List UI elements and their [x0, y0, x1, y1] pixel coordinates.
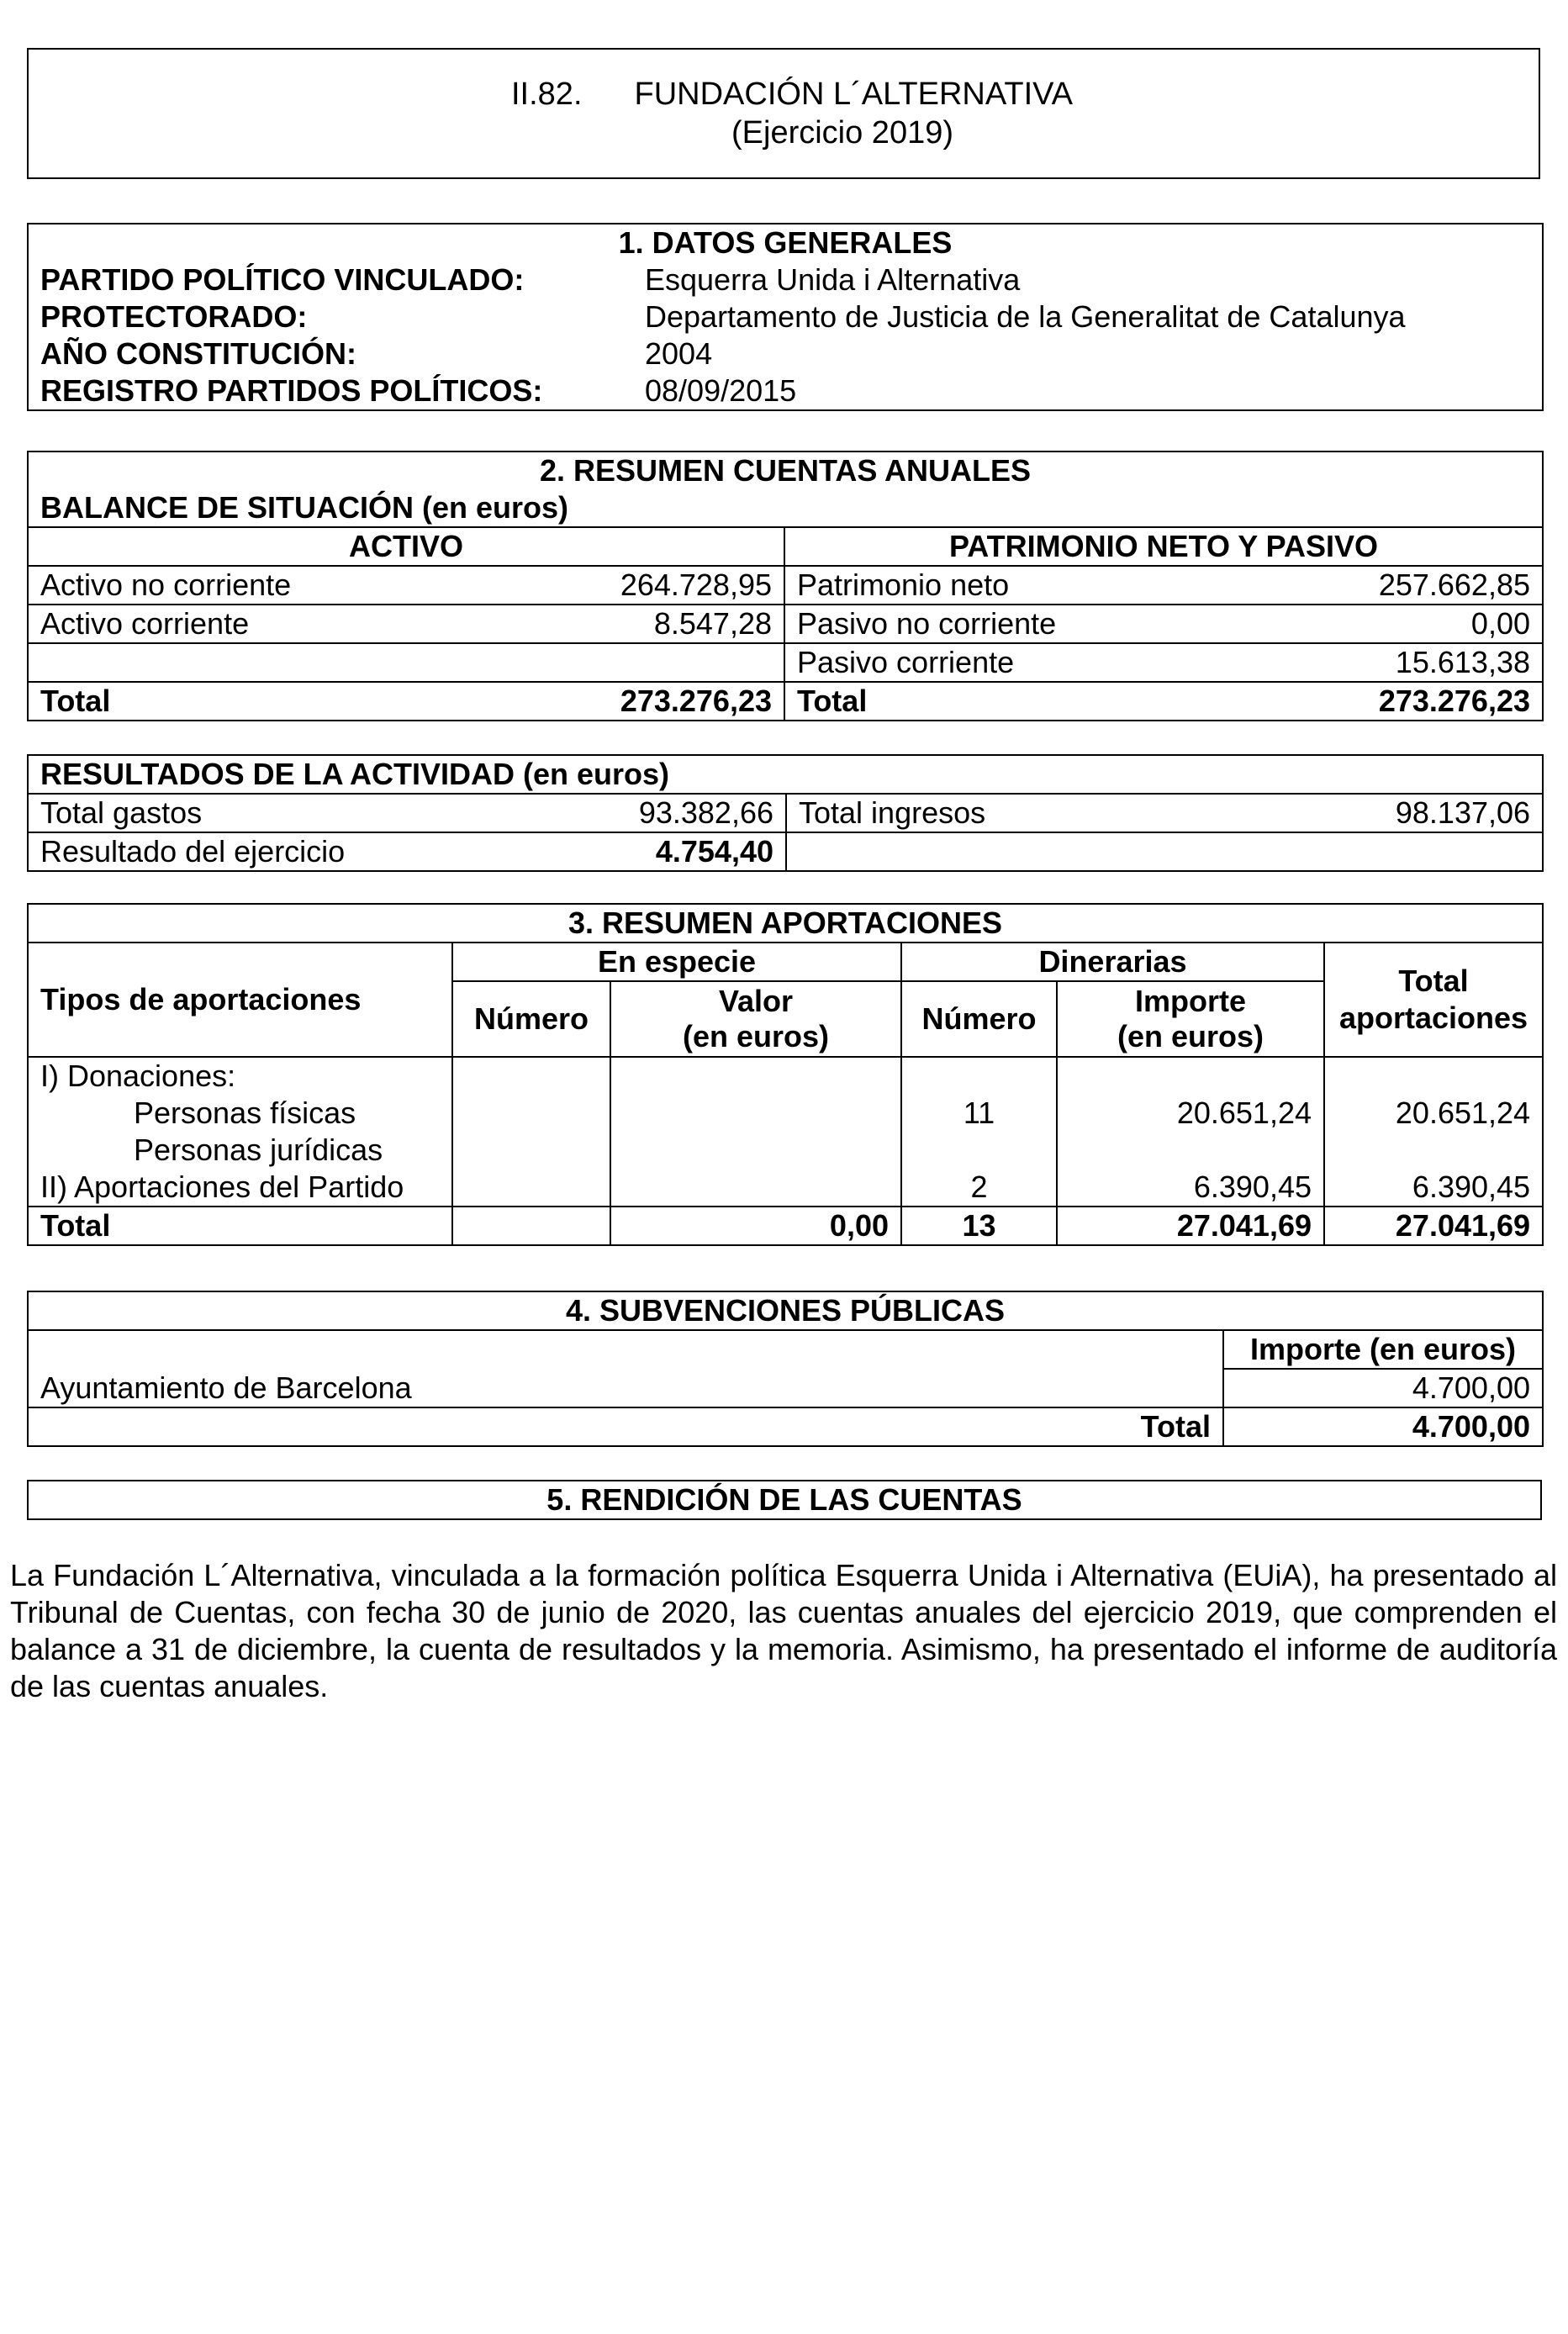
dinerarias-numero: 11	[901, 1095, 1057, 1132]
pasivo-total-label: Total	[784, 682, 1323, 721]
total-aportaciones	[1324, 1132, 1543, 1169]
activo-header: ACTIVO	[28, 527, 784, 566]
valor-header	[610, 981, 901, 1057]
importe-header-line1: Importe	[1134, 984, 1246, 1018]
total-header-line2: aportaciones	[1338, 1001, 1528, 1035]
protectorate-value: Departamento de Justicia de la Generalitat de Catalunya	[633, 298, 1543, 335]
total-aportaciones	[1324, 1057, 1543, 1095]
gastos-label: Total gastos	[28, 794, 566, 832]
subsidies-table	[27, 1291, 1544, 1447]
numero-dinerarias-header: Número	[901, 981, 1057, 1057]
especie-valor	[610, 1057, 901, 1095]
general-data-row	[28, 298, 1543, 335]
tipos-header: Tipos de aportaciones	[28, 943, 452, 1057]
pasivo-value: 15.613,38	[1323, 643, 1543, 682]
general-data-table	[27, 223, 1544, 411]
especie-numero	[452, 1057, 610, 1095]
document-title-box	[27, 48, 1540, 179]
exercise-year: (Ejercicio 2019)	[731, 115, 953, 150]
ingresos-value: 98.137,06	[1324, 794, 1543, 832]
pasivo-label: Pasivo corriente	[784, 643, 1323, 682]
pasivo-label: Pasivo no corriente	[784, 605, 1323, 643]
ingresos-label: Total ingresos	[786, 794, 1324, 832]
total-especie-numero	[452, 1207, 610, 1245]
contributions-title: 3. RESUMEN APORTACIONES	[28, 904, 1543, 943]
especie-numero	[452, 1095, 610, 1132]
total-dinerarias-numero: 13	[901, 1207, 1057, 1245]
total-especie-valor: 0,00	[610, 1207, 901, 1245]
general-data-row	[28, 335, 1543, 372]
empty-cell	[786, 832, 1543, 871]
empty-cell	[28, 1330, 1223, 1369]
row-label: Personas jurídicas	[28, 1132, 452, 1169]
total-aportaciones: 6.390,45	[1324, 1169, 1543, 1207]
valor-header-line1: Valor	[718, 984, 794, 1018]
dinerarias-importe: 20.651,24	[1057, 1095, 1324, 1132]
dinerarias-numero: 2	[901, 1169, 1057, 1207]
activo-label	[28, 643, 566, 682]
table-row	[28, 1095, 1543, 1132]
resultado-label: Resultado del ejercicio	[28, 832, 566, 871]
dinerarias-importe: 6.390,45	[1057, 1169, 1324, 1207]
rendition-title: 5. RENDICIÓN DE LAS CUENTAS	[28, 1481, 1541, 1519]
subsidies-title: 4. SUBVENCIONES PÚBLICAS	[28, 1291, 1543, 1330]
table-row	[28, 832, 1543, 871]
total-aportaciones: 20.651,24	[1324, 1095, 1543, 1132]
subsidies-total-row	[28, 1407, 1543, 1446]
gastos-value: 93.382,66	[566, 794, 786, 832]
activo-value	[566, 643, 784, 682]
amount-header: Importe (en euros)	[1223, 1330, 1543, 1369]
protectorate-label: PROTECTORADO:	[28, 298, 633, 335]
section-code: II.82.	[511, 76, 583, 112]
balance-sheet-table	[27, 451, 1544, 721]
constitution-year-value: 2004	[633, 335, 1543, 372]
balance-subtitle: BALANCE DE SITUACIÓN (en euros)	[28, 489, 1543, 527]
table-row	[28, 794, 1543, 832]
dinerarias-numero	[901, 1057, 1057, 1095]
pasivo-value: 257.662,85	[1323, 566, 1543, 605]
total-aportaciones-header	[1324, 943, 1543, 1057]
especie-valor	[610, 1095, 901, 1132]
especie-numero	[452, 1132, 610, 1169]
rendition-paragraph: La Fundación L´Alternativa, vinculada a la formación política Esquerra Unida i Alternativa (EUiA), ha presentado al Tribunal de Cuentas, con fecha 30 de junio de 2020, las cuentas anuales del ejercicio 2019, que comprenden el balance a 31 de diciembre, la cuenta de resultados y la memoria. Asimismo, ha presentado el informe de auditoría de las cuentas anuales.	[10, 1558, 1557, 1703]
dinerarias-header: Dinerarias	[901, 943, 1324, 981]
balance-section-title: 2. RESUMEN CUENTAS ANUALES	[28, 451, 1543, 489]
activo-label: Activo corriente	[28, 605, 566, 643]
rendition-table	[27, 1480, 1542, 1520]
registry-label: REGISTRO PARTIDOS POLÍTICOS:	[28, 372, 633, 410]
activo-total-label: Total	[28, 682, 566, 721]
subsidy-entity: Ayuntamiento de Barcelona	[28, 1369, 1223, 1407]
activo-value: 264.728,95	[566, 566, 784, 605]
contributions-table	[27, 903, 1544, 1246]
especie-header: En especie	[452, 943, 901, 981]
table-row	[28, 1132, 1543, 1169]
total-header-line1: Total	[1398, 964, 1469, 998]
activo-label: Activo no corriente	[28, 566, 566, 605]
dinerarias-numero	[901, 1132, 1057, 1169]
general-data-row	[28, 372, 1543, 410]
activo-total-value: 273.276,23	[566, 682, 784, 721]
general-data-title: 1. DATOS GENERALES	[28, 224, 1543, 261]
general-data-row	[28, 261, 1543, 298]
results-table	[27, 754, 1544, 872]
especie-valor	[610, 1132, 901, 1169]
subsidies-total-value: 4.700,00	[1223, 1407, 1543, 1446]
subsidy-value: 4.700,00	[1223, 1369, 1543, 1407]
importe-header	[1057, 981, 1324, 1057]
activo-value: 8.547,28	[566, 605, 784, 643]
importe-header-line2: (en euros)	[1117, 1019, 1264, 1053]
results-title: RESULTADOS DE LA ACTIVIDAD (en euros)	[28, 755, 1543, 794]
party-label: PARTIDO POLÍTICO VINCULADO:	[28, 261, 633, 298]
table-row	[28, 605, 1543, 643]
resultado-value: 4.754,40	[566, 832, 786, 871]
dinerarias-importe	[1057, 1132, 1324, 1169]
constitution-year-label: AÑO CONSTITUCIÓN:	[28, 335, 633, 372]
dinerarias-importe	[1057, 1057, 1324, 1095]
party-value: Esquerra Unida i Alternativa	[633, 261, 1543, 298]
balance-total-row	[28, 682, 1543, 721]
table-row	[28, 566, 1543, 605]
contributions-total-row	[28, 1207, 1543, 1245]
pasivo-header: PATRIMONIO NETO Y PASIVO	[784, 527, 1543, 566]
total-label: Total	[28, 1207, 452, 1245]
table-row	[28, 1369, 1543, 1407]
row-label: Personas físicas	[28, 1095, 452, 1132]
valor-header-line2: (en euros)	[682, 1019, 830, 1053]
registry-value: 08/09/2015	[633, 372, 1543, 410]
table-row	[28, 1169, 1543, 1207]
row-label: II) Aportaciones del Partido	[28, 1169, 452, 1207]
especie-valor	[610, 1169, 901, 1207]
total-aportaciones-value: 27.041,69	[1324, 1207, 1543, 1245]
especie-numero	[452, 1169, 610, 1207]
pasivo-value: 0,00	[1323, 605, 1543, 643]
foundation-name: FUNDACIÓN L´ALTERNATIVA	[634, 76, 1073, 112]
total-dinerarias-importe: 27.041,69	[1057, 1207, 1324, 1245]
numero-especie-header: Número	[452, 981, 610, 1057]
row-label: I) Donaciones:	[28, 1057, 452, 1095]
table-row	[28, 1057, 1543, 1095]
subsidies-total-label: Total	[28, 1407, 1223, 1446]
pasivo-total-value: 273.276,23	[1323, 682, 1543, 721]
pasivo-label: Patrimonio neto	[784, 566, 1323, 605]
table-row	[28, 643, 1543, 682]
